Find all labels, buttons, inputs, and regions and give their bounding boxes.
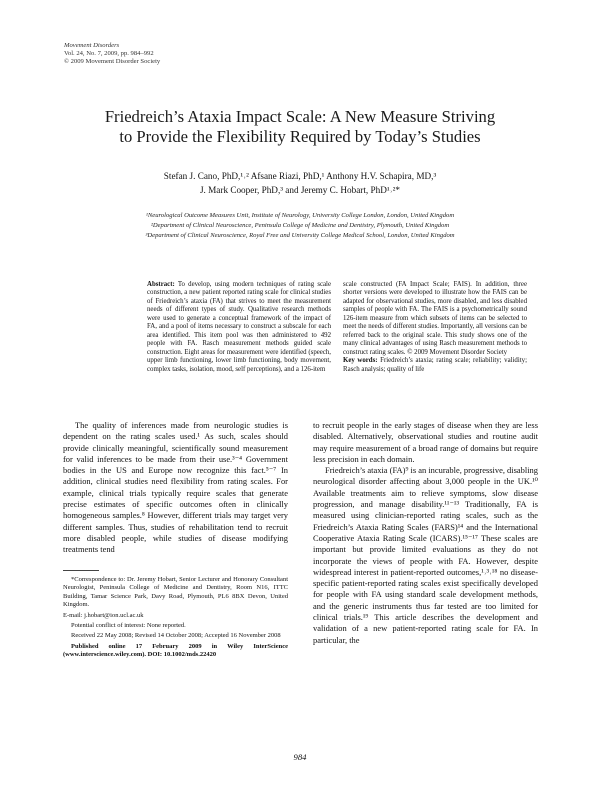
footnote-conflict: Potential conflict of interest: None reported.: [71, 622, 186, 630]
affiliations: [60, 211, 540, 241]
footnote-published: Published online 17 February 2009 in Wiley InterScience (www.interscience.wiley.com). DOI: 10.1002/mds.22420: [63, 642, 288, 659]
affiliation-3: ³Department of Clinical Neuroscience, Royal Free and University College Medical School, London, United Kingdom: [145, 232, 455, 239]
journal-name: Movement Disorders: [64, 42, 120, 49]
abstract-label: Abstract:: [147, 281, 175, 288]
body-paragraph: The quality of inferences made from neurologic studies is dependent on the rating scales used.¹ As such, scales should provide clinically meaningful, scientifically sound measurement for valid inferences to be made from their use.³⁻⁴ Government bodies in the US and Europe now recognize this fact.⁵⁻⁷ In addition, clinical studies need flexibility from rating scales. For example, clinical trials typically require scales that generate precise estimates of specific outcomes often in clinically homogeneous samples.⁸ However, different trials may target very different samples. Thus, studies of rehabilitation tend to recruit more disabled people, while studies of disease modifying treatments tend: [63, 420, 288, 555]
article-title-line1: Friedreich’s Ataxia Impact Scale: A New Measure Striving: [104, 107, 496, 126]
body-paragraph: to recruit people in the early stages of disease when they are less disabled. Alternatively, observational studies and routine audit may require measurement of a broad range of domains but require less precision in each domain.: [313, 420, 538, 464]
abstract-right-column: [343, 281, 527, 374]
footnote-dates: Received 22 May 2008; Revised 14 October 2008; Accepted 16 November 2008: [71, 632, 281, 640]
journal-copyright: © 2009 Movement Disorder Society: [64, 58, 161, 66]
footnote-correspondence: *Correspondence to: Dr. Jeremy Hobart, Senior Lecturer and Honorary Consultant Neurologist, Peninsula College of Medicine and Dentistry, Room N16, ITTC Building, Tamar Science Park, Davy Road, Plymouth, PL6 8BX Devon, United Kingdom.: [63, 576, 288, 609]
affiliation-2: ²Department of Clinical Neuroscience, Peninsula College of Medicine and Dentistry, Plymouth, United Kingdom: [150, 222, 450, 229]
author-line1: Stefan J. Cano, PhD,¹˒² Afsane Riazi, PhD,¹ Anthony H.V. Schapira, MD,³: [163, 171, 437, 181]
article-title: [60, 107, 540, 147]
body-right-column: [313, 420, 538, 646]
keywords-text: Friedreich’s ataxia; rating scale; reliability; validity; Rasch analysis; quality of life: [343, 357, 527, 373]
article-title-line2: to Provide the Flexibility Required by Today’s Studies: [119, 127, 481, 146]
abstract-left-column: [147, 281, 331, 374]
footnote-divider: [63, 570, 99, 571]
page-number: 984: [293, 752, 307, 762]
journal-header: [64, 42, 160, 67]
body-paragraph: Friedreich’s ataxia (FA)⁹ is an incurable, progressive, disabling neurological disorder affecting about 3,000 people in the UK.¹⁰ Available treatments aim to relieve symptoms, slow disease progression, and manage disability.¹¹⁻¹³ Traditionally, FA is measured using clinician-reported rating scales, such as the Friedreich’s Ataxia Rating Scales (FARS)¹⁴ and the International Cooperative Ataxia Rating Scale (ICARS).¹⁵⁻¹⁷ These scales are important but provide limited evaluations as they do not incorporate the views of people with FA. However, despite widespread interest in patient-reported outcomes,¹˒³˒¹⁸ no disease-specific patient-reported rating scales exist specifically developed for people with FA using standard scale development methods, and the generic instruments thus far tested are too limited for clinical trials.¹⁹ This article describes the development and validation of a new patient-reported rating scale for FA. In particular, the: [313, 465, 538, 645]
author-line2: J. Mark Cooper, PhD,³ and Jeremy C. Hobart, PhD¹˒²*: [199, 184, 401, 195]
body-left-column: [63, 420, 288, 556]
keywords-label: Key words:: [343, 357, 378, 365]
footnotes: [63, 576, 288, 662]
abstract-text-left: To develop, using modern techniques of rating scale construction, a new patient reported rating scale for clinical studies of Friedreich’s ataxia (FA) that strives to meet the measurement needs of different types of study. Qualitative research methods were used to generate a conceptual framework of the impact of FA, and a pool of items necessary to construct a subscale for each area identified. This item pool was then administered to 492 people with FA. Rasch measurement methods guided scale construction. Eight areas for measurement were identified (speech, upper limb functioning, lower limb functioning, body movement, complex tasks, isolation, mood, self perceptions), and a 126-item: [147, 281, 331, 373]
author-list: [80, 170, 520, 197]
affiliation-1: ¹Neurological Outcome Measures Unit, Institute of Neurology, University College London, London, United Kingdom: [145, 212, 455, 219]
journal-volume: Vol. 24, No. 7, 2009, pp. 984–992: [64, 50, 154, 58]
abstract-text-right: scale constructed (FA Impact Scale; FAIS). In addition, three shorter versions were developed to illustrate how the FAIS can be adapted for observational studies, more disabled, and less disabled samples of people with FA. The FAIS is a psychometrically sound 126-item measure from which subsets of items can be selected to meet the needs of different studies. Importantly, all versions can be referred back to the original scale. This study shows one of the many clinical advantages of using Rasch measurement methods to construct rating scales. © 2009 Movement Disorder Society: [343, 281, 527, 356]
footnote-email: E-mail: j.hobart@ion.ucl.ac.uk: [63, 611, 144, 619]
